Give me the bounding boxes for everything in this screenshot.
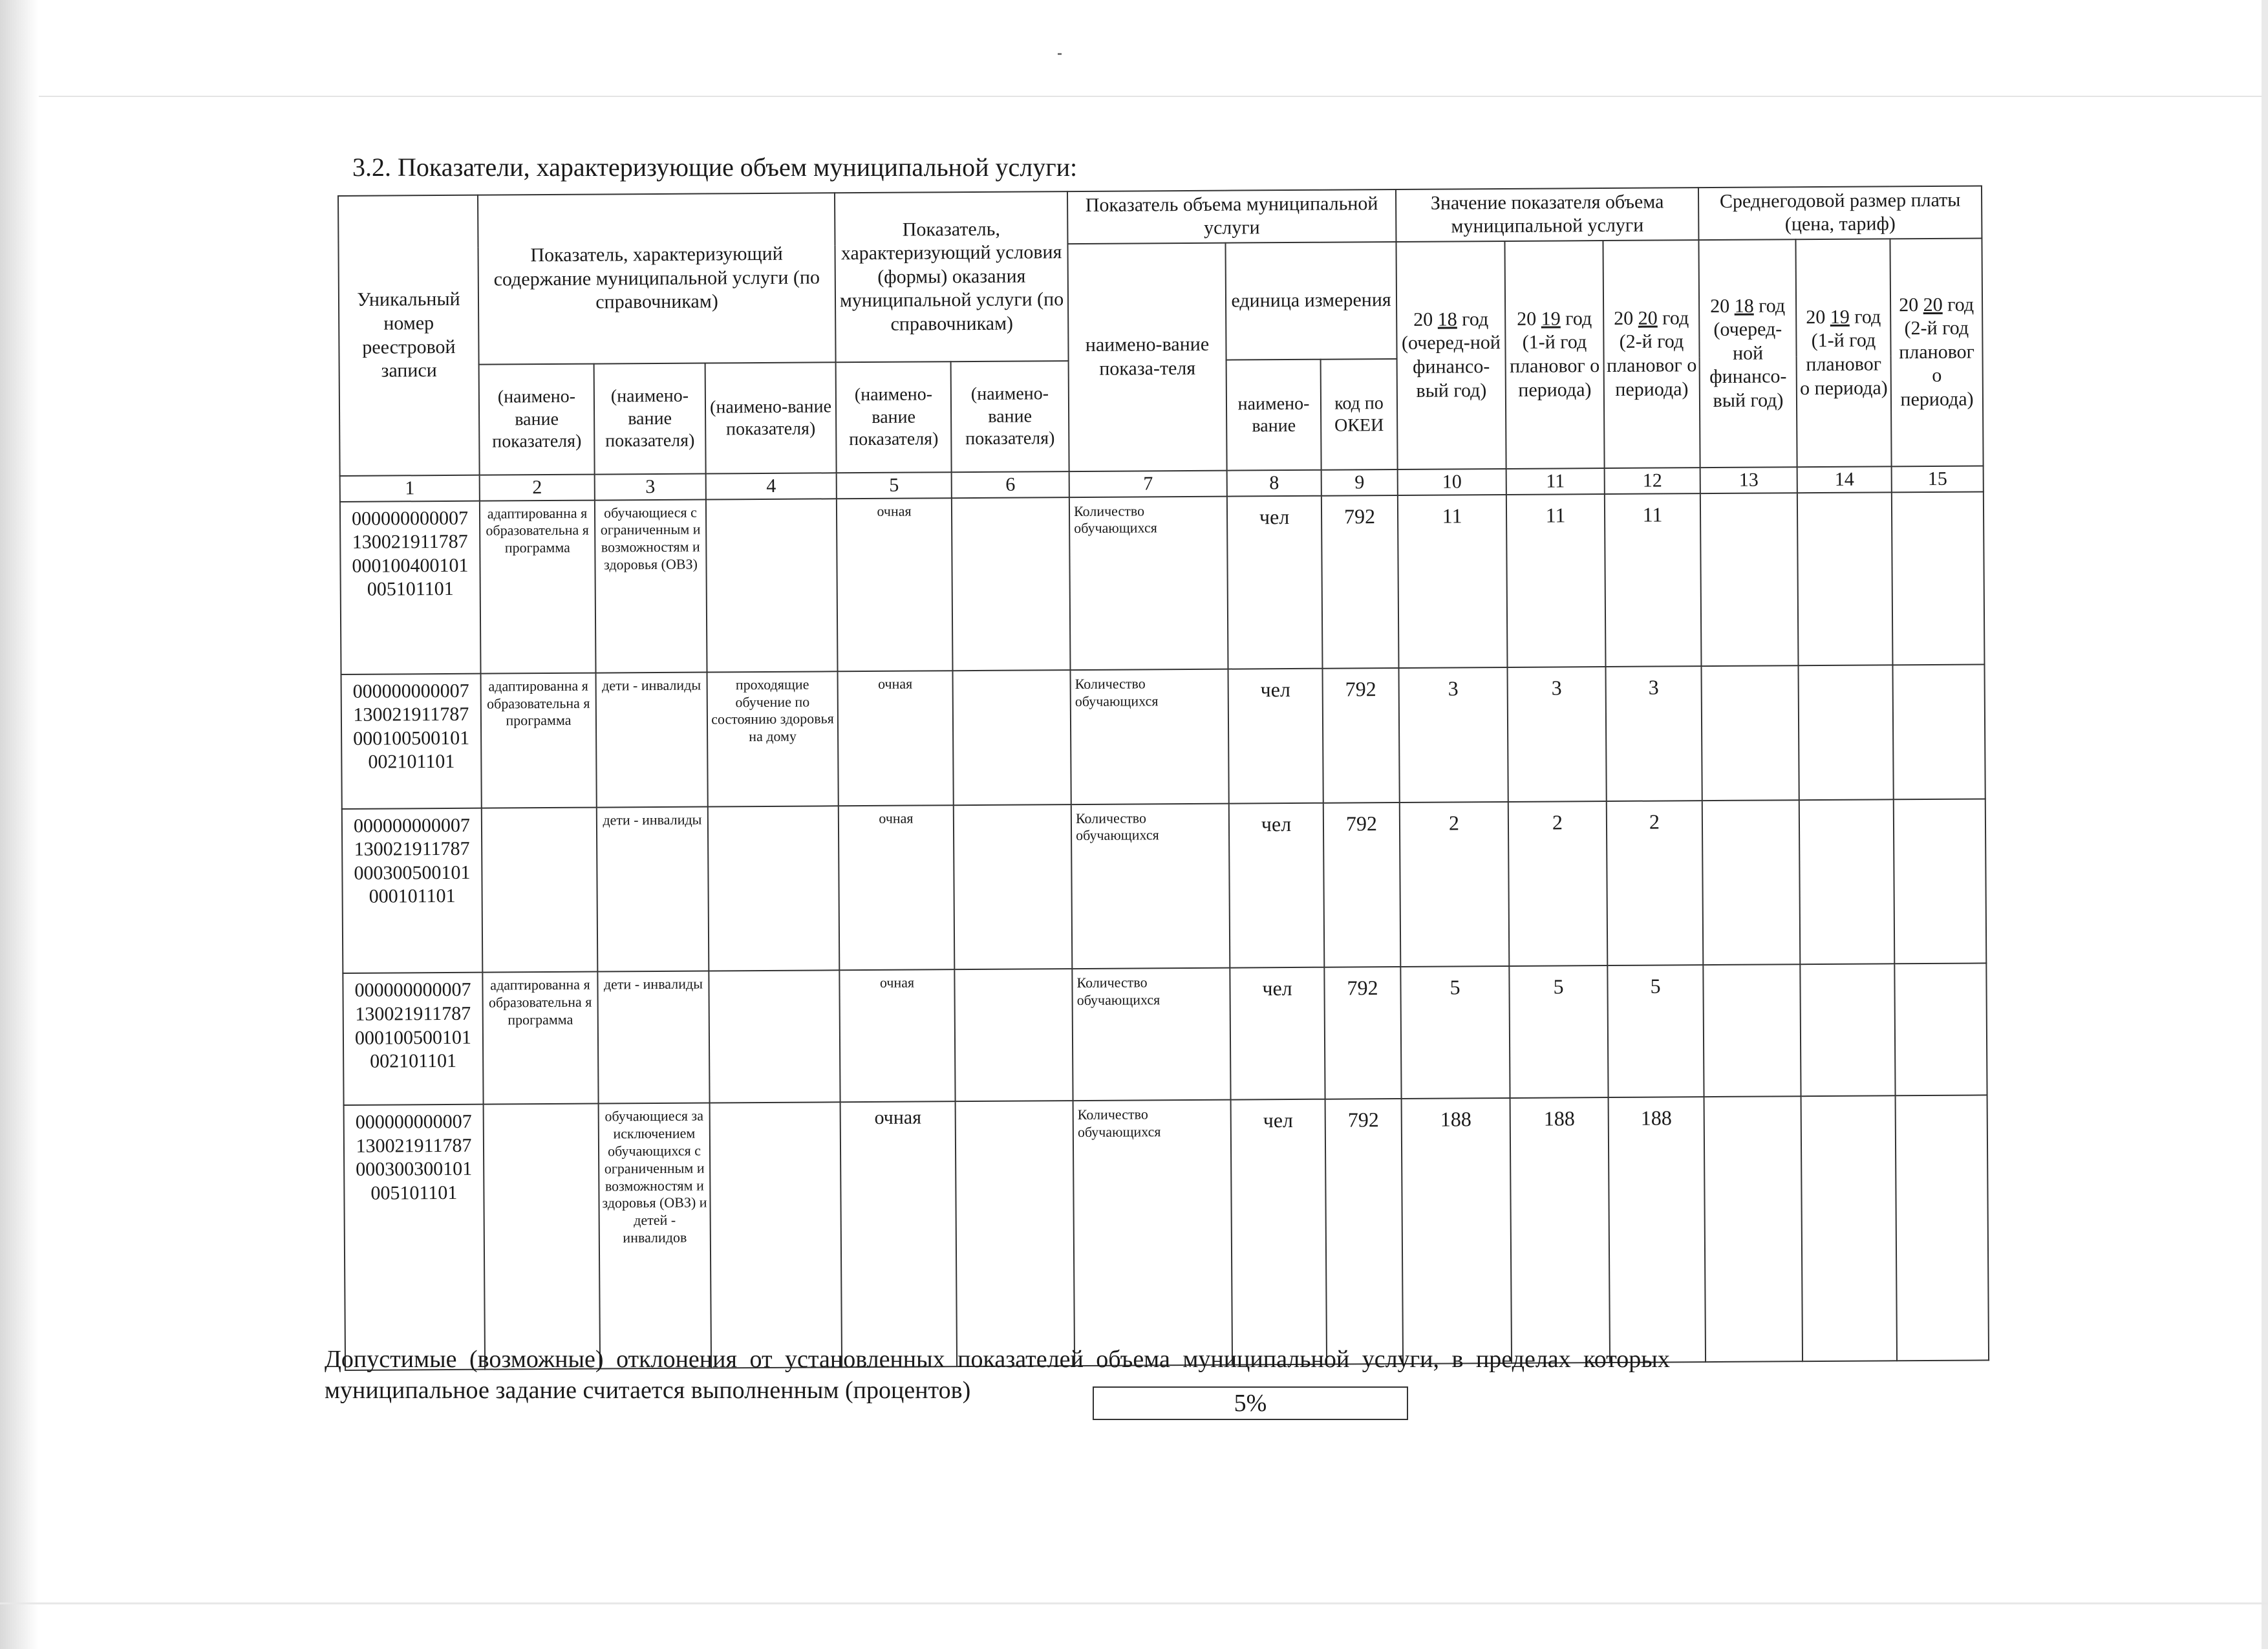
okei-code: 792 — [1323, 803, 1401, 968]
header-volume-name: наимено-вание показа-теля — [1068, 242, 1227, 471]
registry-number: 000000000007 130021911787 000300500101 000101101 — [342, 808, 483, 973]
scan-top-edge — [39, 96, 2268, 97]
scan-speck — [1058, 53, 1062, 55]
content-indicator-3 — [708, 806, 840, 971]
header-conditions-indicator: Показатель, характеризующий условия (формы) оказания муниципальной услуги (по справочникам) — [835, 191, 1069, 362]
header-volume-value: Значение показателя объема муниципальной услуги — [1396, 188, 1698, 242]
form-indicator: очная — [837, 498, 953, 671]
fee-2020 — [1896, 1095, 1989, 1361]
table-row — [343, 964, 1987, 1105]
header-content-sub-1: (наимено-вание показателя) — [479, 364, 595, 475]
header-fee-2020: 20 20 год (2-й год плановог о периода) — [1890, 238, 1984, 466]
fee-2018 — [1700, 493, 1799, 666]
header-unique-number: Уникальный номер реестровой записи — [338, 195, 480, 477]
column-number: 13 — [1700, 468, 1797, 493]
fee-2020 — [1894, 964, 1987, 1096]
column-number: 11 — [1506, 468, 1605, 494]
value-2020: 11 — [1605, 493, 1702, 667]
form-indicator: очная — [839, 805, 955, 971]
fee-2019 — [1799, 665, 1894, 800]
section-title: 3.2. Показатели, характеризующие объем муниципальной услуги: — [352, 153, 1078, 182]
value-2020: 2 — [1607, 801, 1704, 966]
scan-left-edge — [0, 0, 39, 1649]
value-2020: 5 — [1607, 965, 1704, 1098]
column-number: 1 — [340, 475, 480, 502]
unit-name: чел — [1230, 967, 1325, 1100]
table-row — [344, 1095, 1989, 1370]
column-number: 3 — [595, 474, 706, 500]
value-2019: 11 — [1506, 494, 1606, 667]
header-avg-fee: Среднегодовой размер платы (цена, тариф) — [1698, 186, 1982, 239]
okei-code: 792 — [1325, 1099, 1404, 1364]
content-indicator-2: дети - инвалиды — [597, 806, 709, 972]
content-indicator-1: адаптированна я образовательна я программа — [480, 500, 596, 673]
value-2019: 188 — [1510, 1097, 1610, 1363]
content-indicator-1 — [482, 807, 598, 973]
form-indicator-2 — [953, 670, 1071, 805]
header-conditions-sub-2: (наимено-вание показателя) — [951, 361, 1069, 472]
registry-number: 000000000007 130021911787 000300300101 005101101 — [344, 1105, 485, 1370]
value-2019: 2 — [1508, 801, 1608, 967]
fee-2020 — [1893, 664, 1985, 799]
content-indicator-3 — [706, 499, 838, 672]
unit-name: чел — [1229, 803, 1325, 968]
scan-right-edge — [2262, 0, 2268, 1649]
scan-bottom-edge — [0, 1602, 2268, 1604]
table-row — [340, 491, 1985, 674]
unit-name: чел — [1227, 495, 1323, 669]
fee-2019 — [1800, 964, 1895, 1097]
content-indicator-1: адаптированна я образовательна я программа — [482, 972, 598, 1105]
value-2019: 3 — [1508, 667, 1607, 802]
fee-2018 — [1702, 665, 1799, 801]
header-unit-name: наимено-вание — [1226, 360, 1321, 471]
header-value-2018: 20 18 год (очеред-ной финансо-вый год) — [1396, 241, 1506, 470]
volume-indicator-name: Количество обучающихся — [1072, 968, 1230, 1101]
volume-indicator-name: Количество обучающихся — [1073, 1100, 1232, 1366]
header-content-indicator: Показатель, характеризующий содержание муниципальной услуги (по справочникам) — [478, 193, 836, 364]
column-number: 12 — [1605, 468, 1700, 493]
content-indicator-1: адаптированна я образовательна я программа — [481, 673, 597, 808]
header-conditions-sub-1: (наимено-вание показателя) — [836, 361, 952, 473]
content-indicator-2: обучающиеся с ограниченным и возможностям и здоровья (ОВЗ) — [595, 499, 707, 673]
volume-indicator-name: Количество обучающихся — [1071, 803, 1230, 969]
form-indicator-2 — [954, 969, 1073, 1101]
header-fee-2018: 20 18 год (очеред-ной финансо-вый год) — [1699, 239, 1797, 468]
content-indicator-2: дети - инвалиды — [596, 672, 708, 807]
form-indicator-2 — [956, 1101, 1075, 1366]
header-volume-indicator: Показатель объема муниципальной услуги — [1067, 189, 1396, 244]
fee-2019 — [1799, 799, 1895, 965]
fee-2020 — [1892, 491, 1985, 665]
content-indicator-3: проходящие обучение по состоянию здоровья на дому — [707, 671, 839, 806]
table-row — [341, 664, 1985, 808]
fee-2019 — [1797, 492, 1893, 665]
content-indicator-3 — [710, 1102, 842, 1368]
header-content-sub-3: (наимено-вание показателя) — [705, 362, 837, 473]
okei-code: 792 — [1323, 668, 1400, 803]
header-value-2020: 20 20 год (2-й год плановог о периода) — [1603, 240, 1700, 469]
unit-name: чел — [1228, 668, 1323, 803]
value-2018: 11 — [1398, 495, 1508, 668]
table-row — [342, 799, 1987, 973]
content-indicator-3 — [709, 971, 840, 1103]
value-2018: 5 — [1400, 966, 1510, 1099]
registry-number: 000000000007 130021911787 000100500101 002101101 — [341, 673, 482, 808]
header-okei-code: код по ОКЕИ — [1321, 359, 1398, 470]
header-unit: единица измерения — [1226, 242, 1397, 360]
value-2018: 188 — [1402, 1098, 1512, 1364]
form-indicator: очная — [838, 671, 954, 806]
form-indicator-2 — [954, 804, 1073, 970]
form-indicator: очная — [840, 1101, 957, 1367]
column-number: 15 — [1892, 466, 1984, 492]
header-fee-2019: 20 19 год (1-й год плановог о периода) — [1796, 239, 1892, 468]
column-number: 7 — [1069, 471, 1227, 497]
value-2020: 188 — [1609, 1097, 1706, 1363]
volume-indicators-table — [337, 185, 1989, 1371]
header-value-2019: 20 19 год (1-й год плановог о периода) — [1504, 241, 1604, 469]
fee-2018 — [1702, 800, 1801, 965]
registry-number: 000000000007 130021911787 000100400101 005101101 — [340, 501, 481, 674]
volume-indicator-name: Количество обучающихся — [1071, 669, 1229, 804]
value-2018: 2 — [1400, 802, 1510, 967]
registry-number: 000000000007 130021911787 000100500101 002101101 — [343, 973, 483, 1105]
column-number: 14 — [1797, 467, 1892, 493]
value-2018: 3 — [1399, 667, 1508, 803]
fee-2019 — [1801, 1096, 1898, 1362]
column-number: 2 — [480, 475, 595, 501]
value-2020: 3 — [1606, 666, 1702, 801]
column-number: 8 — [1227, 470, 1321, 496]
okei-code: 792 — [1321, 495, 1399, 669]
header-content-sub-2: (наимено-вание показателя) — [594, 363, 706, 475]
column-number: 10 — [1398, 469, 1506, 495]
column-number: 5 — [837, 473, 952, 499]
fee-2018 — [1703, 965, 1801, 1097]
unit-name: чел — [1231, 1099, 1327, 1365]
fee-2020 — [1894, 799, 1987, 964]
volume-indicator-name: Количество обучающихся — [1069, 496, 1228, 670]
column-number: 4 — [706, 473, 837, 500]
value-2019: 5 — [1509, 965, 1608, 1098]
content-indicator-2: дети - инвалиды — [597, 971, 709, 1104]
column-number: 6 — [952, 471, 1069, 497]
tolerance-note-line-1: Допустимые (возможные) отклонения от установленных показателей объема муниципальной услуги, в пределах которых — [325, 1346, 1670, 1373]
content-indicator-1 — [484, 1104, 600, 1370]
form-indicator: очная — [839, 970, 955, 1103]
content-indicator-2: обучающиеся за исключением обучающихся с ограниченным и возможностям и здоровья (ОВЗ) и детей - инвалидов — [599, 1103, 711, 1369]
form-indicator-2 — [952, 497, 1071, 671]
column-number: 9 — [1321, 469, 1398, 495]
tolerance-note-line-2: муниципальное задание считается выполненным (процентов) — [325, 1377, 971, 1404]
tolerance-value-box: 5% — [1093, 1386, 1408, 1420]
okei-code: 792 — [1324, 967, 1401, 1099]
fee-2018 — [1704, 1096, 1803, 1362]
